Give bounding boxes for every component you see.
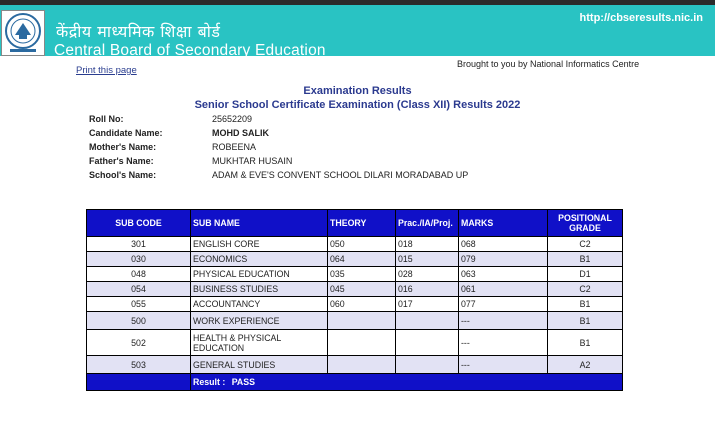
site-url: http://cbseresults.nic.in	[579, 12, 703, 24]
result-row	[87, 374, 623, 391]
result-spacer	[87, 374, 191, 391]
table-row	[87, 297, 623, 312]
father-label: Father's Name:	[89, 156, 154, 166]
subject-code-cell: 055	[87, 297, 191, 312]
col-sub-name: SUB NAME	[191, 210, 328, 237]
candidate-value: MOHD SALIK	[212, 128, 269, 138]
subject-code-cell: 503	[87, 356, 191, 374]
practical-cell	[396, 330, 459, 356]
col-grade: POSITIONAL GRADE	[548, 210, 623, 237]
subject-code-cell: 301	[87, 237, 191, 252]
marks-cell: ---	[459, 330, 548, 356]
marks-cell: 079	[459, 252, 548, 267]
cbse-emblem-icon	[2, 11, 44, 55]
subject-name-cell: ENGLISH CORE	[191, 237, 328, 252]
site-header	[0, 5, 715, 59]
subject-name-cell: PHYSICAL EDUCATION	[191, 267, 328, 282]
practical-cell: 028	[396, 267, 459, 282]
roll-value: 25652209	[212, 114, 253, 124]
father-value: MUKHTAR HUSAIN	[212, 156, 293, 166]
theory-cell: 045	[328, 282, 396, 297]
marks-cell: 068	[459, 237, 548, 252]
theory-cell: 064	[328, 252, 396, 267]
hindi-board-title: केंद्रीय माध्यमिक शिक्षा बोर्ड	[56, 22, 221, 41]
grade-cell: A2	[548, 356, 623, 374]
school-label: School's Name:	[89, 170, 157, 180]
practical-cell: 016	[396, 282, 459, 297]
grade-cell: B1	[548, 297, 623, 312]
roll-label: Roll No:	[89, 114, 124, 124]
result-label: Result :	[193, 377, 226, 387]
practical-cell: 017	[396, 297, 459, 312]
practical-cell	[396, 356, 459, 374]
subject-code-cell: 048	[87, 267, 191, 282]
subject-name-cell: BUSINESS STUDIES	[191, 282, 328, 297]
subject-code-cell: 502	[87, 330, 191, 356]
grade-cell: B1	[548, 312, 623, 330]
practical-cell	[396, 312, 459, 330]
page-title: Examination Results	[303, 85, 412, 97]
table-header-row	[87, 210, 623, 237]
practical-cell: 018	[396, 237, 459, 252]
subject-code-cell: 054	[87, 282, 191, 297]
theory-cell: 035	[328, 267, 396, 282]
marks-cell: 063	[459, 267, 548, 282]
result-value: PASS	[231, 377, 256, 387]
marks-table	[86, 209, 623, 391]
table-row	[87, 252, 623, 267]
subject-name-cell: HEALTH & PHYSICAL EDUCATION	[191, 330, 328, 356]
mother-value: ROBEENA	[212, 142, 257, 152]
english-board-title: Central Board of Secondary Education	[54, 42, 326, 59]
subject-name-cell: ACCOUNTANCY	[191, 297, 328, 312]
grade-cell: C2	[548, 237, 623, 252]
table-row	[87, 237, 623, 252]
exam-name: Senior School Certificate Examination (Class XII) Results 2022	[194, 99, 521, 111]
print-page-link[interactable]: Print this page	[76, 65, 137, 76]
subject-name-cell: WORK EXPERIENCE	[191, 312, 328, 330]
col-theory: THEORY	[328, 210, 396, 237]
theory-cell	[328, 312, 396, 330]
col-practical: Prac./IA/Proj.	[396, 210, 459, 237]
theory-cell: 050	[328, 237, 396, 252]
subject-name-cell: GENERAL STUDIES	[191, 356, 328, 374]
col-marks: MARKS	[459, 210, 548, 237]
col-sub-code: SUB CODE	[87, 210, 191, 237]
result-cell	[191, 374, 623, 391]
grade-cell: B1	[548, 252, 623, 267]
table-row	[87, 312, 623, 330]
credit-text: Brought to you by National Informatics Centre	[457, 59, 640, 69]
subject-name-cell: ECONOMICS	[191, 252, 328, 267]
marks-cell: ---	[459, 356, 548, 374]
table-row	[87, 282, 623, 297]
practical-cell: 015	[396, 252, 459, 267]
cbse-logo	[1, 10, 45, 56]
grade-cell: D1	[548, 267, 623, 282]
table-row	[87, 267, 623, 282]
grade-cell: B1	[548, 330, 623, 356]
marks-cell: ---	[459, 312, 548, 330]
school-value: ADAM & EVE'S CONVENT SCHOOL DILARI MORADABAD UP	[212, 170, 469, 180]
marks-cell: 061	[459, 282, 548, 297]
table-row	[87, 356, 623, 374]
subject-code-cell: 500	[87, 312, 191, 330]
candidate-label: Candidate Name:	[89, 128, 163, 138]
subject-code-cell: 030	[87, 252, 191, 267]
marks-cell: 077	[459, 297, 548, 312]
grade-cell: C2	[548, 282, 623, 297]
mother-label: Mother's Name:	[89, 142, 157, 152]
theory-cell	[328, 330, 396, 356]
theory-cell	[328, 356, 396, 374]
theory-cell: 060	[328, 297, 396, 312]
table-row	[87, 330, 623, 356]
